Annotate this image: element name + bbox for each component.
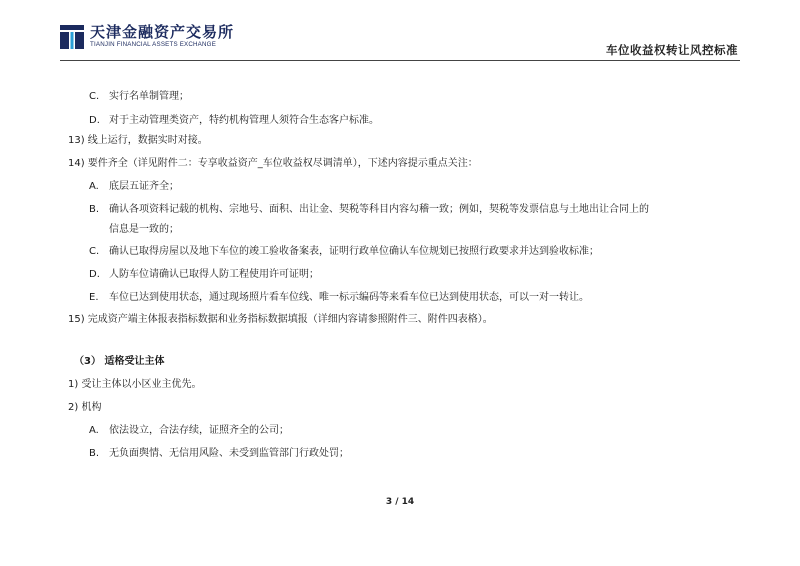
list-item-13: 13) 线上运行，数据实时对接。 xyxy=(68,135,208,146)
page-number: 3 / 14 xyxy=(385,497,415,507)
list-item-a: A. 底层五证齐全； xyxy=(89,181,179,192)
page-header xyxy=(0,0,800,66)
list-item-c: C. 确认已取得房屋以及地下车位的竣工验收备案表，证明行政单位确认车位规划已按照行政要求并达到验收标准； xyxy=(89,246,599,257)
list-item-b-continuation: 信息是一致的； xyxy=(109,224,179,235)
list-item-a: A. 依法设立，合法存续，证照齐全的公司； xyxy=(89,425,289,436)
logo-english-name: TIANJIN FINANCIAL ASSETS EXCHANGE xyxy=(90,41,217,48)
list-item-d: D. 人防车位请确认已取得人防工程使用许可证明； xyxy=(89,269,319,280)
section-heading: （3） 适格受让主体 xyxy=(74,356,165,367)
list-item-e: E. 车位已达到使用状态，通过现场照片看车位线、唯一标示编码等来看车位已达到使用状态，可以一对一转让。 xyxy=(89,292,589,303)
list-item-15: 15) 完成资产端主体报表指标数据和业务指标数据填报（详细内容请参照附件三、附件四表格）。 xyxy=(68,314,493,325)
list-item-c: C. 实行名单制管理； xyxy=(89,91,189,102)
list-item-1: 1) 受让主体以小区业主优先。 xyxy=(68,379,202,390)
header-divider xyxy=(60,60,740,61)
document-title: 车位收益权转让风控标准 xyxy=(606,43,738,57)
list-item-14: 14) 要件齐全（详见附件二：专享收益资产_车位收益权尽调清单），下述内容提示重点关注： xyxy=(68,158,478,169)
list-item-d: D. 对于主动管理类资产，特约机构管理人须符合生态客户标准。 xyxy=(89,115,379,126)
list-item-2: 2) 机构 xyxy=(68,402,102,413)
exchange-logo xyxy=(60,24,234,49)
logo-chinese-name: 天津金融资产交易所 xyxy=(90,23,235,41)
list-item-b: B. 确认各项资料记载的机构、宗地号、面积、出让金、契税等科目内容勾稽一致；例如，契税等发票信息与土地出让合同上的 xyxy=(89,204,649,215)
tfae-logo-icon xyxy=(60,25,84,49)
list-item-b: B. 无负面舆情、无信用风险、未受到监管部门行政处罚； xyxy=(89,448,349,459)
